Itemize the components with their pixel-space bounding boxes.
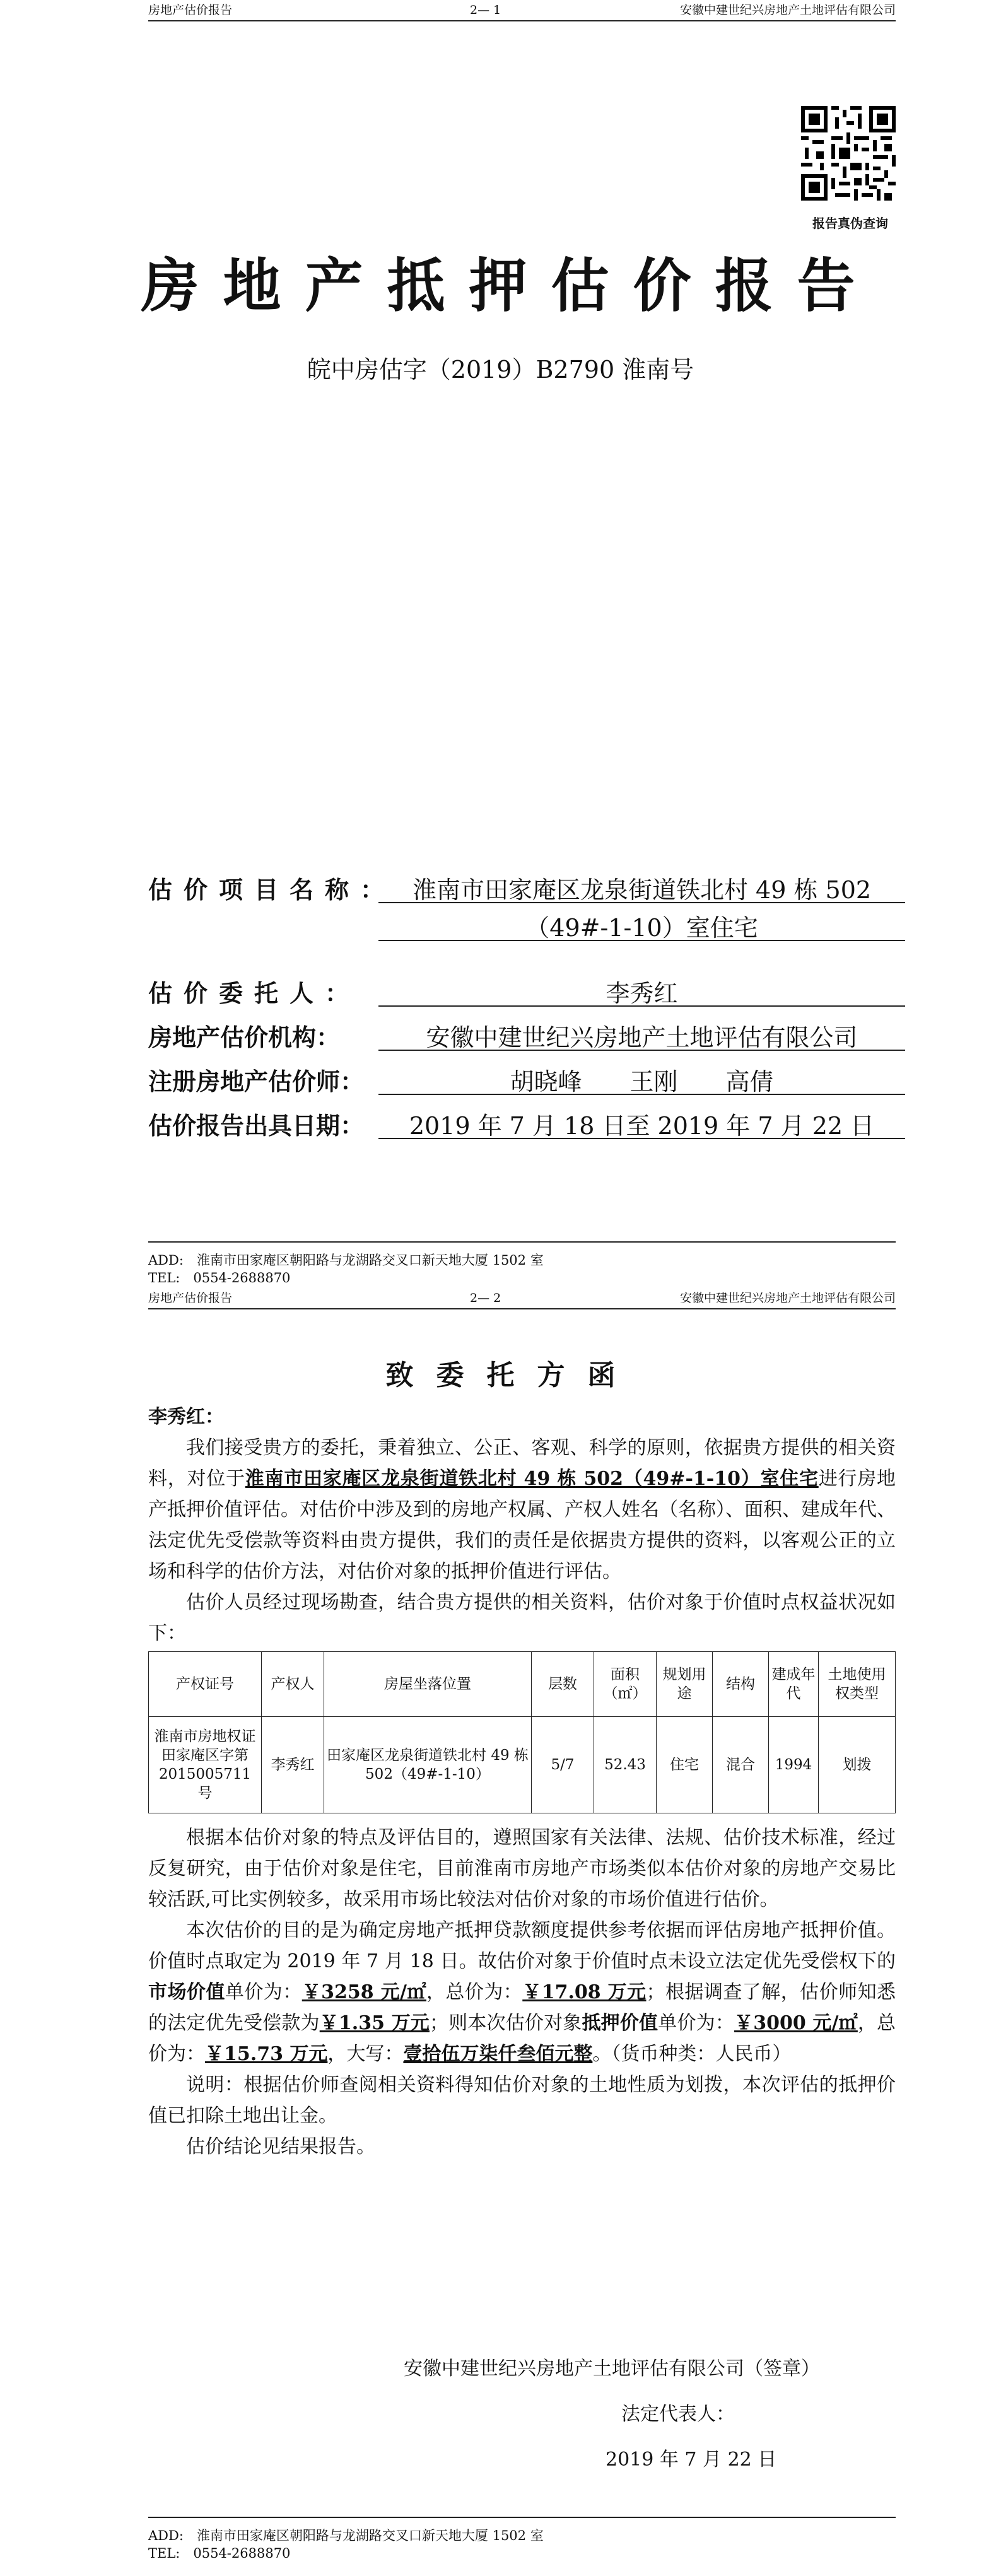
table-header: 产权证号 bbox=[149, 1652, 262, 1717]
table-cell: 李秀红 bbox=[262, 1717, 324, 1813]
footer-tel: TEL: 0554-2688870 bbox=[148, 2546, 291, 2561]
project-value-line2: （49#-1-10）室住宅 bbox=[378, 908, 905, 941]
footer-divider bbox=[148, 1241, 896, 1243]
table-cell: 划拨 bbox=[819, 1717, 896, 1813]
qr-label: 报告真伪查询 bbox=[812, 216, 888, 231]
appraisers-value: 胡晓峰 王刚 高倩 bbox=[378, 1062, 905, 1095]
p1-text-a: 我们接受贵方的委托，秉着独立、公正、客观、科学的原则，依据贵方提供的相关资料，对位于 bbox=[148, 1437, 896, 1490]
table-row bbox=[149, 1717, 896, 1813]
mortgage-total-price: ￥15.73 万元 bbox=[205, 2043, 328, 2065]
property-table bbox=[148, 1651, 896, 1813]
market-unit-price: ￥3258 元/㎡ bbox=[301, 1981, 426, 2003]
salutation: 李秀红： bbox=[148, 1406, 224, 1428]
letter-title: 致委托方函 bbox=[385, 1359, 638, 1391]
table-header: 规划用途 bbox=[657, 1652, 713, 1717]
table-header: 建成年代 bbox=[769, 1652, 819, 1717]
header-left: 房地产估价报告 bbox=[148, 3, 233, 17]
page-footer bbox=[148, 1241, 896, 1287]
signature-date: 2019 年 7 月 22 日 bbox=[606, 2449, 777, 2471]
table-cell: 52.43 bbox=[594, 1717, 657, 1813]
table-cell: 混合 bbox=[713, 1717, 769, 1813]
project-row-continued bbox=[148, 908, 905, 968]
p4-text: 单价为： bbox=[225, 1981, 302, 2003]
p4-text: ，总价为： bbox=[148, 2012, 896, 2065]
appraisers-label: 注册房地产估价师： bbox=[148, 1067, 365, 1096]
appraisers-row bbox=[148, 1056, 905, 1100]
client-value: 李秀红 bbox=[378, 974, 905, 1007]
project-label: 估价项目名称： bbox=[148, 875, 396, 904]
client-row bbox=[148, 968, 905, 1012]
table-cell: 5/7 bbox=[532, 1717, 594, 1813]
date-value: 2019 年 7 月 18 日至 2019 年 7 月 22 日 bbox=[378, 1106, 905, 1139]
table-header: 层数 bbox=[532, 1652, 594, 1717]
paragraph-6: 估价结论见结果报告。 bbox=[186, 2136, 375, 2158]
qr-code-icon[interactable] bbox=[801, 106, 896, 201]
date-row bbox=[148, 1100, 905, 1144]
paragraph-3: 根据本估价对象的特点及评估目的，遵照国家有关法律、法规、估价技术标准，经过反复研究，由于估价对象是住宅，目前淮南市房地产市场类似本估价对象的房地产交易比较活跃,可比实例较多，故采用市场比较法对估价对象的市场价值进行估价。 bbox=[148, 1827, 896, 1911]
header-right: 安徽中建世纪兴房地产土地评估有限公司 bbox=[679, 3, 896, 17]
p1-text-c: 进行房地产抵押价值评估。对估价中涉及到的房地产权属、产权人姓名（名称）、面积、建成年代、法定优先受偿款等资料由贵方提供，我们的责任是依据贵方提供的资料，以客观公正的立场和科学的估价方法，对估价对象的抵押价值进行评估。 bbox=[148, 1468, 896, 1583]
project-row bbox=[148, 864, 905, 908]
agency-label: 房地产估价机构： bbox=[148, 1023, 341, 1051]
p4-text: ，总价为： bbox=[426, 1981, 523, 2003]
p4-text: ；则本次估价对象 bbox=[429, 2012, 582, 2034]
market-total-price: ￥17.08 万元 bbox=[522, 1981, 647, 2003]
footer-address: ADD: 淮南市田家庵区朝阳路与龙湖路交叉口新天地大厦 1502 室 bbox=[148, 2528, 544, 2543]
table-header: 土地使用权类型 bbox=[819, 1652, 896, 1717]
p4-text: ；根据调查了解，估价师知悉的法定优先受偿款为 bbox=[148, 1981, 896, 2034]
date-label: 估价报告出具日期： bbox=[148, 1111, 365, 1140]
property-address: 淮南市田家庵区龙泉街道铁北村 49 栋 502（49#-1-10）室住宅 bbox=[245, 1468, 819, 1490]
report-title: 房地产抵押估价报告 bbox=[141, 252, 879, 320]
table-header: 房屋坐落位置 bbox=[324, 1652, 532, 1717]
footer-address: ADD: 淮南市田家庵区朝阳路与龙湖路交叉口新天地大厦 1502 室 bbox=[148, 1253, 544, 1268]
project-value-line1: 淮南市田家庵区龙泉街道铁北村 49 栋 502 bbox=[378, 870, 905, 903]
footer-divider bbox=[148, 2517, 896, 2518]
p4-text: 本次估价的目的是为确定房地产抵押贷款额度提供参考依据而评估房地产抵押价值。价值时点取定为 2019 年 7 月 18 日。故估价对象于价值时点未设立法定优先受偿权下的 bbox=[148, 1919, 896, 1972]
p4-text: 。（货币种类：人民币） bbox=[592, 2043, 792, 2065]
client-label: 估价委托人： bbox=[148, 979, 361, 1007]
priority-claim: ￥1.35 万元 bbox=[319, 2012, 430, 2034]
market-value-label: 市场价值 bbox=[148, 1981, 225, 2003]
paragraph-1 bbox=[148, 1432, 896, 1587]
page-header bbox=[148, 4, 896, 21]
agency-value: 安徽中建世纪兴房地产土地评估有限公司 bbox=[378, 1018, 905, 1051]
table-header-row bbox=[149, 1652, 896, 1717]
letter-body bbox=[148, 1402, 896, 2162]
signature-company: 安徽中建世纪兴房地产土地评估有限公司（签章） bbox=[404, 2358, 820, 2380]
table-cell: 淮南市房地权证田家庵区字第 2015005711 号 bbox=[149, 1717, 262, 1813]
page-footer bbox=[148, 2517, 896, 2562]
cover-info-block bbox=[148, 864, 905, 1144]
header-page-number: 2— 2 bbox=[470, 1291, 501, 1305]
paragraph-2: 估价人员经过现场勘查，结合贵方提供的相关资料，估价对象于价值时点权益状况如下： bbox=[148, 1591, 896, 1644]
header-left: 房地产估价报告 bbox=[148, 1291, 233, 1305]
table-header: 结构 bbox=[713, 1652, 769, 1717]
table-header: 面积（㎡） bbox=[594, 1652, 657, 1717]
table-cell: 田家庵区龙泉街道铁北村 49 栋 502（49#-1-10） bbox=[324, 1717, 532, 1813]
table-cell: 1994 bbox=[769, 1717, 819, 1813]
paragraph-5: 说明：根据估价师查阅相关资料得知估价对象的土地性质为划拨，本次评估的抵押价值已扣除土地出让金。 bbox=[148, 2074, 896, 2127]
document-number: 皖中房估字（2019）B2790 淮南号 bbox=[307, 356, 694, 383]
mortgage-unit-price: ￥3000 元/㎡ bbox=[734, 2012, 858, 2034]
footer-tel: TEL: 0554-2688870 bbox=[148, 1270, 291, 1285]
page-header bbox=[148, 1292, 896, 1309]
signature-representative: 法定代表人： bbox=[621, 2403, 735, 2425]
paragraph-4 bbox=[148, 1915, 896, 2070]
header-right: 安徽中建世纪兴房地产土地评估有限公司 bbox=[679, 1291, 896, 1305]
table-header: 产权人 bbox=[262, 1652, 324, 1717]
p4-text: ，大写： bbox=[327, 2043, 404, 2065]
mortgage-value-label: 抵押价值 bbox=[582, 2012, 659, 2034]
p4-text: 单价为： bbox=[658, 2012, 735, 2034]
amount-in-words: 壹拾伍万柒仟叁佰元整 bbox=[403, 2043, 593, 2065]
agency-row bbox=[148, 1012, 905, 1056]
header-page-number: 2— 1 bbox=[470, 3, 501, 17]
table-cell: 住宅 bbox=[657, 1717, 713, 1813]
